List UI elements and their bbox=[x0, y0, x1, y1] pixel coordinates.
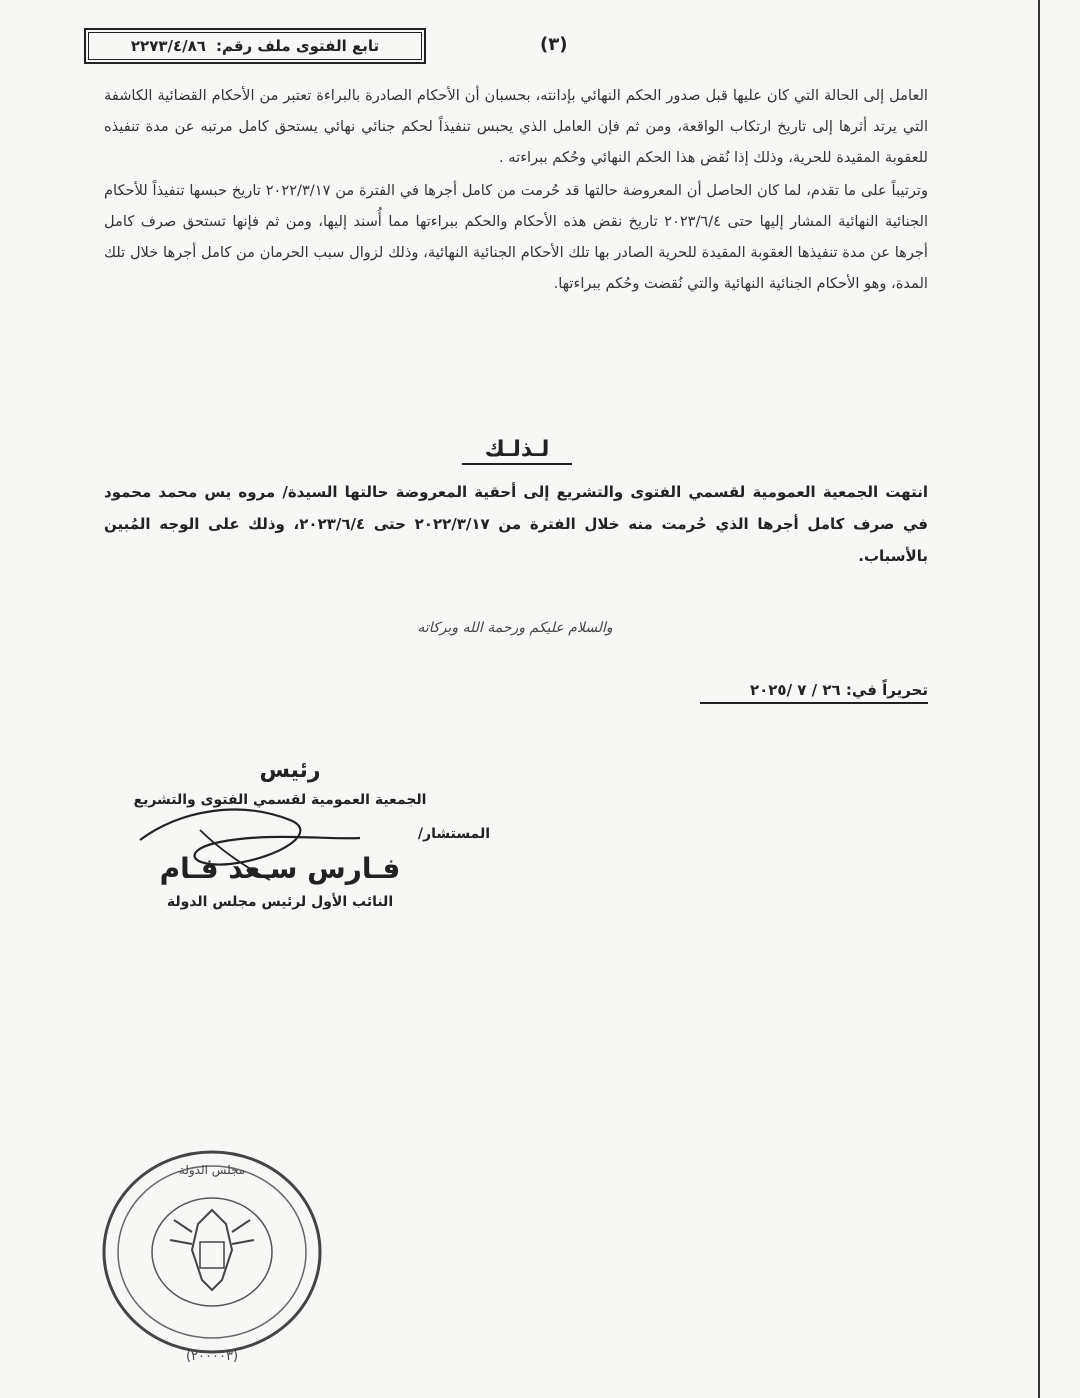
conclusion-heading: لـذلـك bbox=[462, 437, 572, 465]
file-label: تابع الفتوى ملف رقم: bbox=[215, 37, 380, 55]
paragraph-1: العامل إلى الحالة التي كان عليها قبل صدور الحكم النهائي بإدانته، بحسبان أن الأحكام الصادرة بالبراءة تعتبر من الأحكام القضائية الكاشفة التي يرتد أثرها إلى تاريخ ارتكاب الواقعة، ومن ثم فإن العامل الذي يحبس تنفيذاً لحكم جنائي نهائي يستحق كامل مرتبه عن مدة تنفيذه للعقوبة المقيدة للحرية، وذلك إذا نُقض هذا الحكم النهائي وحُكم ببراءته . bbox=[104, 87, 928, 166]
closing-greeting: والسلام عليكم ورحمة الله وبركاته bbox=[417, 620, 613, 636]
signature-title: رئيس bbox=[259, 758, 321, 783]
body-text bbox=[104, 80, 928, 299]
page-edge-line bbox=[1038, 0, 1040, 1398]
file-number-box bbox=[84, 28, 426, 64]
date-line: تحريراً في: ٢٦ / ٧ /٢٠٢٥ bbox=[700, 678, 928, 704]
official-seal bbox=[92, 1140, 332, 1370]
handwritten-signature bbox=[120, 780, 380, 890]
page-number: (٣) bbox=[540, 34, 568, 55]
seal-caption: مجلس الدولة bbox=[178, 1163, 246, 1177]
paragraph-2: وترتيباً على ما تقدم، لما كان الحاصل أن المعروضة حالتها قد حُرمت من كامل أجرها في الفترة من ٢٠٢٢/٣/١٧ تاريخ حبسها تنفيذاً للأحكام الجنائية النهائية المشار إليها حتى ٢٠٢٣/٦/٤ تاريخ نقض هذه الأحكام والحكم ببراءتها مما أُسند إليها، ومن ثم فإنها تستحق صرف كامل أجرها عن مدة تنفيذها العقوبة المقيدة للحرية الصادر بها تلك الأحكام الجنائية النهائية، وذلك لزوال سبب الحرمان من كامل أجرها خلال تلك المدة، وهو الأحكام الجنائية النهائية والتي نُقضت وحُكم ببراءتها. bbox=[104, 182, 929, 292]
signatory-role: النائب الأول لرئيس مجلس الدولة bbox=[166, 894, 394, 910]
file-number: ٢٢٧٣/٤/٨٦ bbox=[130, 37, 206, 55]
decision-text bbox=[104, 476, 928, 572]
decision-paragraph: انتهت الجمعية العمومية لقسمي الفتوى والتشريع إلى أحقية المعروضة حالتها السيدة/ مروه يس محمد محمود في صرف كامل أجرها الذي حُرمت منه خلال الفترة من ٢٠٢٢/٣/١٧ حتى ٢٠٢٣/٦/٤، وذلك على الوجه المُبين بالأسباب. bbox=[104, 483, 928, 565]
seal-number: (٢٠٠٠٠٣) bbox=[185, 1349, 239, 1364]
signature-assembly: الجمعية العمومية لقسمي الفتوى والتشريع bbox=[133, 792, 427, 808]
signatory-name: فـارس سـعد فـام bbox=[159, 852, 401, 885]
signature-counsel: المستشار/ bbox=[417, 826, 490, 842]
